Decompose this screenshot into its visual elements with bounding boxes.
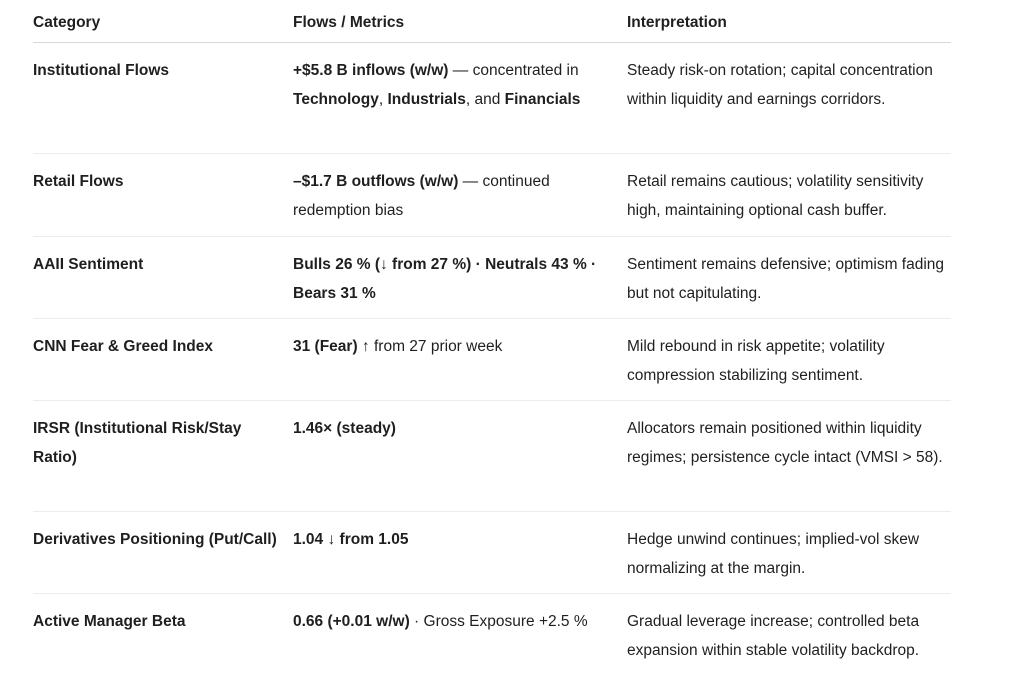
row-category: Retail Flows: [33, 173, 124, 190]
flows-text: ,: [378, 91, 388, 108]
row-category: Derivatives Positioning (Put/Call): [33, 531, 277, 548]
flows-bold: –$1.7 B outflows (w/w): [293, 173, 459, 190]
table-row: [33, 154, 951, 237]
row-category: IRSR (Institutional Risk/Stay Ratio): [33, 420, 242, 466]
row-interpretation: Gradual leverage increase; controlled beta expansion within stable volatility backdrop.: [627, 613, 920, 659]
row-flows: [293, 332, 627, 400]
table-row: [33, 237, 951, 319]
flows-bold: 1.46× (steady): [293, 420, 396, 437]
row-flows: [293, 414, 627, 511]
flows-text: · Gross Exposure +2.5 %: [409, 613, 588, 630]
row-interpretation: Hedge unwind continues; implied-vol skew normalizing at the margin.: [627, 531, 920, 577]
row-interpretation: Steady risk-on rotation; capital concentration within liquidity and earnings corridors.: [627, 62, 933, 108]
table-row: [33, 43, 951, 154]
row-interpretation: Sentiment remains defensive; optimism fading but not capitulating.: [627, 256, 945, 302]
flows-bold: Financials: [504, 91, 581, 108]
row-category: Institutional Flows: [33, 62, 170, 79]
flows-text: ↑ from 27 prior week: [357, 338, 503, 355]
row-interpretation: Mild rebound in risk appetite; volatility compression stabilizing sentiment.: [627, 338, 885, 384]
flows-sentiment-table: [33, 0, 951, 676]
row-category: Active Manager Beta: [33, 613, 186, 630]
row-interpretation: Allocators remain positioned within liquidity regimes; persistence cycle intact (VMSI > 58).: [627, 420, 943, 466]
flows-bold: Industrials: [387, 91, 466, 108]
flows-bold: Bulls 26 % (↓ from 27 %) · Neutrals 43 % · Bears 31 %: [293, 256, 597, 302]
row-category: AAII Sentiment: [33, 256, 144, 273]
table-row: [33, 594, 951, 676]
table-row: [33, 512, 951, 594]
row-interpretation: Retail remains cautious; volatility sensitivity high, maintaining optional cash buffer.: [627, 173, 924, 219]
row-flows: [293, 607, 627, 676]
row-flows: [293, 56, 627, 153]
table-row: [33, 319, 951, 401]
flows-bold: 1.04 ↓ from 1.05: [293, 531, 409, 548]
row-category: CNN Fear & Greed Index: [33, 338, 214, 355]
header-category: Category: [33, 14, 101, 31]
flows-bold: Technology: [293, 91, 379, 108]
flows-bold: +$5.8 B inflows (w/w): [293, 62, 449, 79]
header-flows-metrics: Flows / Metrics: [293, 14, 405, 31]
row-flows: [293, 167, 627, 236]
header-interpretation: Interpretation: [627, 14, 727, 31]
table-row: [33, 401, 951, 512]
table-header-row: [33, 0, 951, 43]
flows-text: , and: [465, 91, 505, 108]
flows-bold: 0.66 (+0.01 w/w): [293, 613, 410, 630]
flows-text: — continued redemption bias: [293, 173, 550, 219]
row-flows: [293, 250, 627, 318]
flows-text: — concentrated in: [448, 62, 579, 79]
flows-bold: 31 (Fear): [293, 338, 358, 355]
row-flows: [293, 525, 627, 593]
